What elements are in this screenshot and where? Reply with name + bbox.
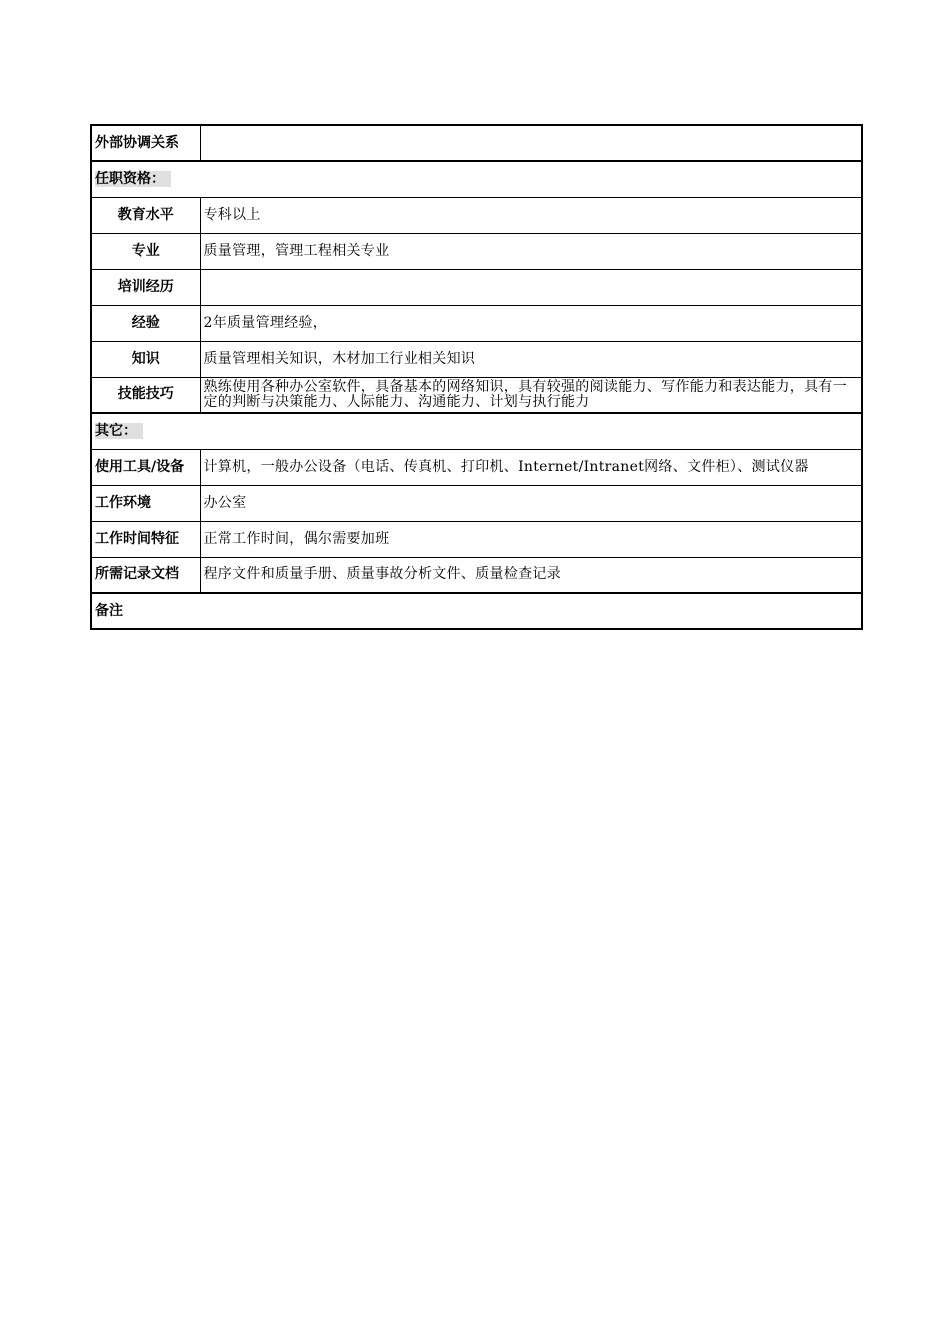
major-label: 专业 — [91, 233, 200, 269]
training-row — [91, 269, 862, 305]
tools-value: 计算机，一般办公设备（电话、传真机、打印机、Internet/Intranet网络、文件柜）、测试仪器 — [200, 449, 862, 485]
remarks-label: 备注 — [91, 593, 862, 629]
environment-row — [91, 485, 862, 521]
training-label: 培训经历 — [91, 269, 200, 305]
qualifications-header-row — [91, 161, 862, 197]
other-title: 其它： — [95, 423, 143, 439]
experience-label: 经验 — [91, 305, 200, 341]
remarks-row — [91, 593, 862, 629]
records-value: 程序文件和质量手册、质量事故分析文件、质量检查记录 — [200, 557, 862, 593]
work-time-label: 工作时间特征 — [91, 521, 200, 557]
education-label: 教育水平 — [91, 197, 200, 233]
external-coordination-value — [200, 125, 862, 161]
other-section-cell — [91, 413, 862, 449]
education-row — [91, 197, 862, 233]
major-row — [91, 233, 862, 269]
experience-value: 2年质量管理经验， — [200, 305, 862, 341]
training-value — [200, 269, 862, 305]
major-value: 质量管理，管理工程相关专业 — [200, 233, 862, 269]
tools-label: 使用工具/设备 — [91, 449, 200, 485]
records-label: 所需记录文档 — [91, 557, 200, 593]
other-header-row — [91, 413, 862, 449]
tools-row — [91, 449, 862, 485]
experience-row — [91, 305, 862, 341]
records-row — [91, 557, 862, 593]
skills-row — [91, 377, 862, 413]
work-time-value: 正常工作时间，偶尔需要加班 — [200, 521, 862, 557]
education-value: 专科以上 — [200, 197, 862, 233]
knowledge-value: 质量管理相关知识，木材加工行业相关知识 — [200, 341, 862, 377]
qualifications-section-cell — [91, 161, 862, 197]
skills-value: 熟练使用各种办公室软件，具备基本的网络知识，具有较强的阅读能力、写作能力和表达能力，具有一定的判断与决策能力、人际能力、沟通能力、计划与执行能力 — [200, 377, 862, 413]
qualifications-title: 任职资格： — [95, 171, 171, 187]
skills-label: 技能技巧 — [91, 377, 200, 413]
external-coordination-row — [91, 125, 862, 161]
external-coordination-label: 外部协调关系 — [91, 125, 200, 161]
knowledge-label: 知识 — [91, 341, 200, 377]
job-description-table — [90, 124, 863, 630]
environment-value: 办公室 — [200, 485, 862, 521]
work-time-row — [91, 521, 862, 557]
environment-label: 工作环境 — [91, 485, 200, 521]
knowledge-row — [91, 341, 862, 377]
